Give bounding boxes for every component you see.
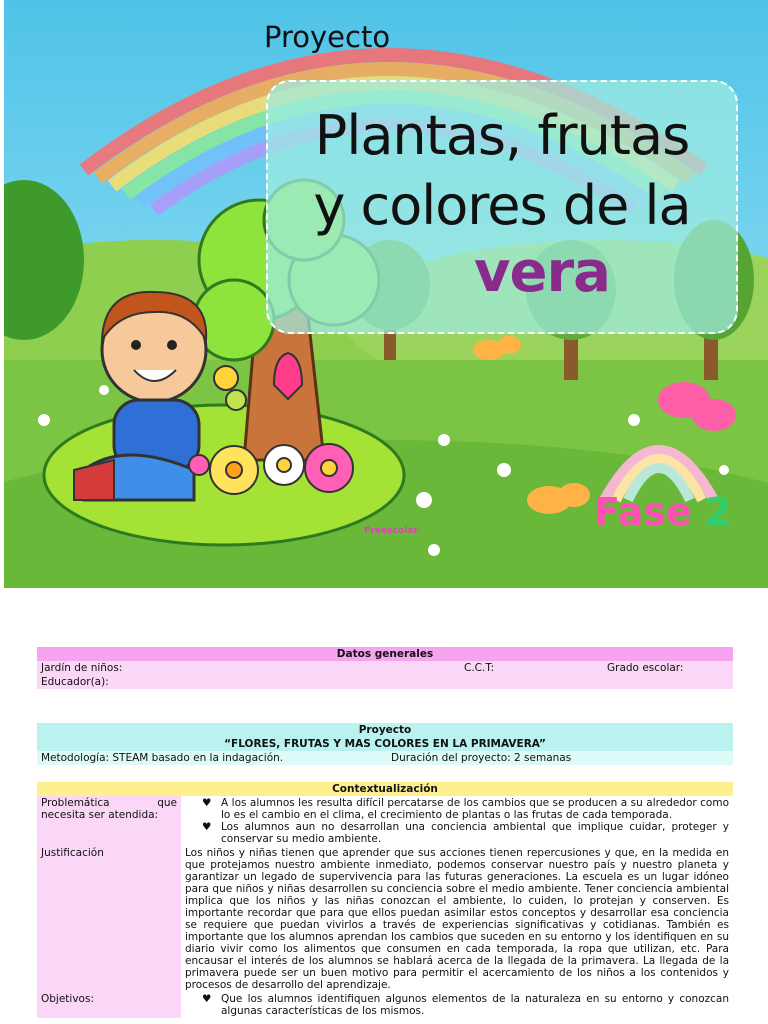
justificacion-label: Justificación — [37, 846, 181, 992]
problematica-item: ♥ A los alumnos les resulta difícil percatarse de los cambios que se producen a su alrededor como lo es el cambio en el clima, el crecimiento de plantas o las frutas de cada temporada. — [221, 797, 729, 821]
project-table — [37, 723, 733, 765]
objetivos-item: ♥ Que los alumnos identifiquen algunos elementos de la naturaleza en su entorno y conozcan algunas características de los mismos. — [221, 993, 729, 1017]
problematica-label: Problemática que necesita ser atendida: — [37, 796, 181, 846]
cover-title-box — [266, 80, 738, 334]
cover-title-line-2: y colores de la — [313, 174, 691, 237]
cover-illustration — [4, 0, 768, 588]
cover-title-line-3: vera — [474, 240, 610, 305]
problematica-content — [181, 796, 733, 846]
metodologia-text: Metodología: STEAM basado en la indagación. — [37, 751, 387, 765]
general-header: Datos generales — [37, 647, 733, 661]
problematica-item: ♥ Los alumnos aun no desarrollan una conciencia ambiental que implique cuidar, proteger y conservar su medio ambiente. — [221, 821, 729, 845]
phase-word: Fase — [594, 490, 692, 534]
objetivos-label: Objetivos: — [37, 992, 181, 1018]
context-header: Contextualización — [37, 782, 733, 796]
publisher-logo: Preescolar — [364, 526, 418, 536]
jardin-label: Jardín de niños: — [37, 661, 460, 675]
cover-title-line-1: Plantas, frutas — [314, 104, 690, 167]
phase-badge — [594, 490, 731, 534]
objetivos-content — [181, 992, 733, 1018]
grado-label: Grado escolar: — [603, 661, 733, 675]
project-name: “FLORES, FRUTAS Y MAS COLORES EN LA PRIMAVERA” — [37, 737, 733, 751]
context-table — [37, 782, 733, 1018]
educador-label: Educador(a): — [37, 675, 733, 689]
project-header: Proyecto — [37, 723, 733, 737]
justificacion-text: Los niños y niñas tienen que aprender que sus acciones tienen repercusiones y que, en la medida en que protejamos nuestro ambiente inmediato, podemos conservar nuestro país y nuestro planeta y garantizar un legado de supervivencia para las futuras generaciones. La escuela es un lugar idóneo para que niños y niñas desarrollen su conciencia sobre el medio ambiente. Tener conciencia ambiental implica que los niños y las niñas conozcan el ambiente, lo cuiden, lo protejan y conserven. Es importante recordar que para que ellos puedan asimilar estos conceptos y desarrollar esa conciencia se requiere que puedan vivirlos a través de experiencias significativas y cotidianas. También es importante que los alumnos aprendan los cambios que suceden en su entorno y los identifiquen en su diario vivir como los alimentos que consumen en cada temporada, la ropa que utilizan, etc. Para encausar el interés de los alumnos se hablará acerca de la llegada de la primavera. La llegada de la primavera puede ser un buen motivo para permitir el acercamiento de los niños a los contenidos y procesos de desarrollo del aprendizaje. — [181, 846, 733, 992]
general-data-table — [37, 647, 733, 689]
duracion-text: Duración del proyecto: 2 semanas — [387, 751, 733, 765]
cct-label: C.C.T: — [460, 661, 603, 675]
phase-number: 2 — [705, 490, 732, 534]
cover-proyecto-word: Proyecto — [264, 20, 391, 54]
